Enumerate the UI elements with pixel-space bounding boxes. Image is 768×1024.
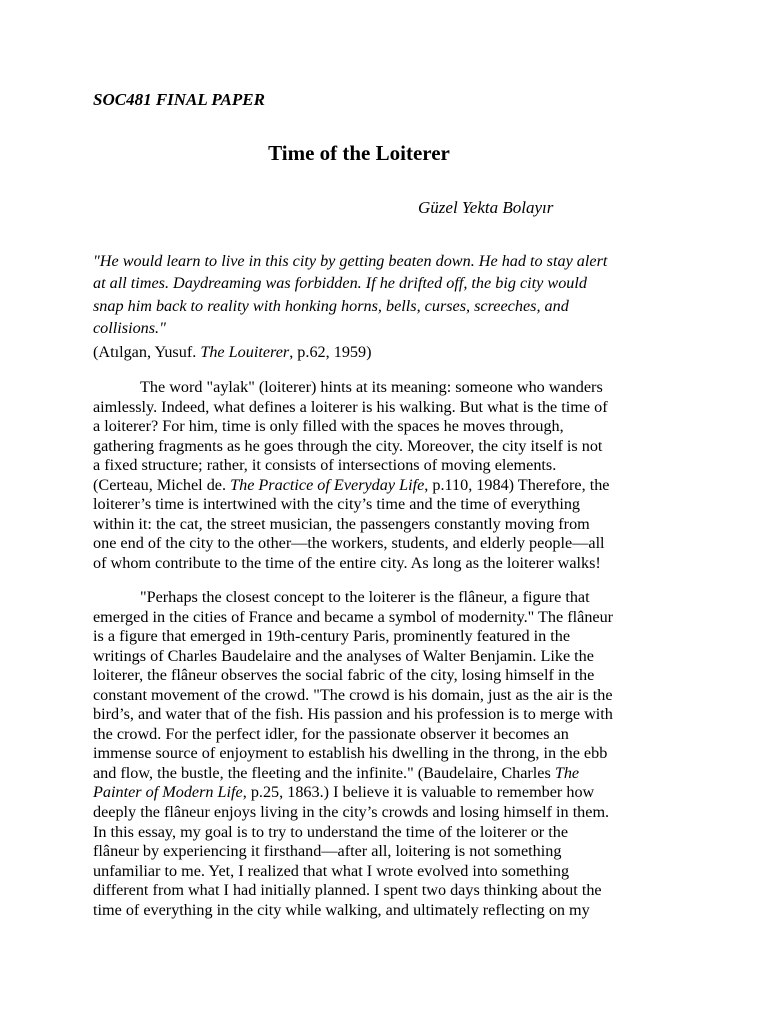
paragraph-line: writings of Charles Baudelaire and the analyses of Walter Benjamin. Like the [93,646,594,665]
paragraph-line: time of everything in the city while walking, and ultimately reflecting on my [93,900,590,919]
paragraph-line: flâneur by experiencing it firsthand—after all, loitering is not something [93,842,562,861]
cited-work-title: The [554,763,580,782]
paragraph-line: one end of the city to the other—the workers, students, and elderly people—all [93,534,605,553]
paper-title: Time of the Loiterer [268,141,450,165]
paragraph-line: loiterer, the flâneur observes the social fabric of the city, losing himself in the [93,666,595,685]
paragraph-line: a fixed structure; rather, it consists of intersections of moving elements. [93,456,557,475]
paragraph-line: "Perhaps the closest concept to the loiterer is the flâneur, a figure that [140,588,590,606]
paragraph-line: constant movement of the crowd. "The crowd is his domain, just as the air is the [93,685,613,704]
citation-suffix: , p.62, 1959) [289,343,372,361]
paragraph-line: of whom contribute to the time of the entire city. As long as the loiterer walks! [93,553,601,572]
epigraph-line: "He would learn to live in this city by getting beaten down. He had to stay alert [93,252,608,270]
paragraph-line: aimlessly. Indeed, what defines a loiterer is his walking. But what is the time of [93,397,608,416]
paragraph-line: deeply the flâneur enjoys living in the city’s crowds and losing himself in them. [93,803,610,822]
body-paragraph-2 [93,588,683,920]
line-text: and flow, the bustle, the fleeting and the infinite." (Baudelaire, Charles [93,763,555,782]
paragraph-line [93,764,683,784]
citation-prefix: (Atılgan, Yusuf. [93,343,201,361]
paragraph-line: loiterer’s time is intertwined with the city’s time and the time of everything [93,495,581,514]
cited-work-title: The Practice of Everyday Life [230,475,425,494]
body-paragraph-1 [93,378,683,573]
epigraph-line: at all times. Daydreaming was forbidden. If he drifted off, the big city would [93,274,587,293]
paragraph-line: is a figure that emerged in 19th-century Paris, prominently featured in the [93,627,571,646]
course-header: SOC481 FINAL PAPER [93,90,265,109]
paragraph-line: a loiterer? For him, time is only filled with the spaces he moves through, [93,417,564,436]
paragraph-line [93,476,683,496]
line-text: , p.25, 1863.) I believe it is valuable to remember how [242,783,595,802]
epigraph-line: collisions." [93,318,166,337]
paragraph-line: different from what I had initially planned. I spent two days thinking about the [93,881,602,900]
epigraph-line: snap him back to reality with honking horns, bells, curses, screeches, and [93,296,569,315]
citation-work-title: The Louiterer [200,343,290,361]
paragraph-line [93,783,683,803]
epigraph-quote [93,250,683,339]
paragraph-line: unfamiliar to me. Yet, I realized that what I wrote evolved into something [93,861,570,880]
cited-work-title: Painter of Modern Life [93,783,243,802]
author-name: Güzel Yekta Bolayır [418,198,554,217]
paragraph-line: emerged in the cities of France and became a symbol of modernity." The flâneur [93,607,614,626]
line-text: , p.110, 1984) Therefore, the [424,475,610,494]
paragraph-line: the crowd. For the perfect idler, for the passionate observer it becomes an [93,724,569,743]
paragraph-line: bird’s, and water that of the fish. His passion and his profession is to merge with [93,705,613,724]
paragraph-line: immense source of enjoyment to establish his dwelling in the throng, in the ebb [93,744,608,763]
paragraph-line: gathering fragments as he goes through the city. Moreover, the city itself is not [93,436,603,455]
paragraph-line: The word "aylak" (loiterer) hints at its meaning: someone who wanders [140,378,603,396]
paragraph-line: In this essay, my goal is to try to understand the time of the loiterer or the [93,822,569,841]
paragraph-line: within it: the cat, the street musician, the passengers constantly moving from [93,514,590,533]
epigraph-citation [93,341,371,363]
line-text: (Certeau, Michel de. [93,475,231,494]
